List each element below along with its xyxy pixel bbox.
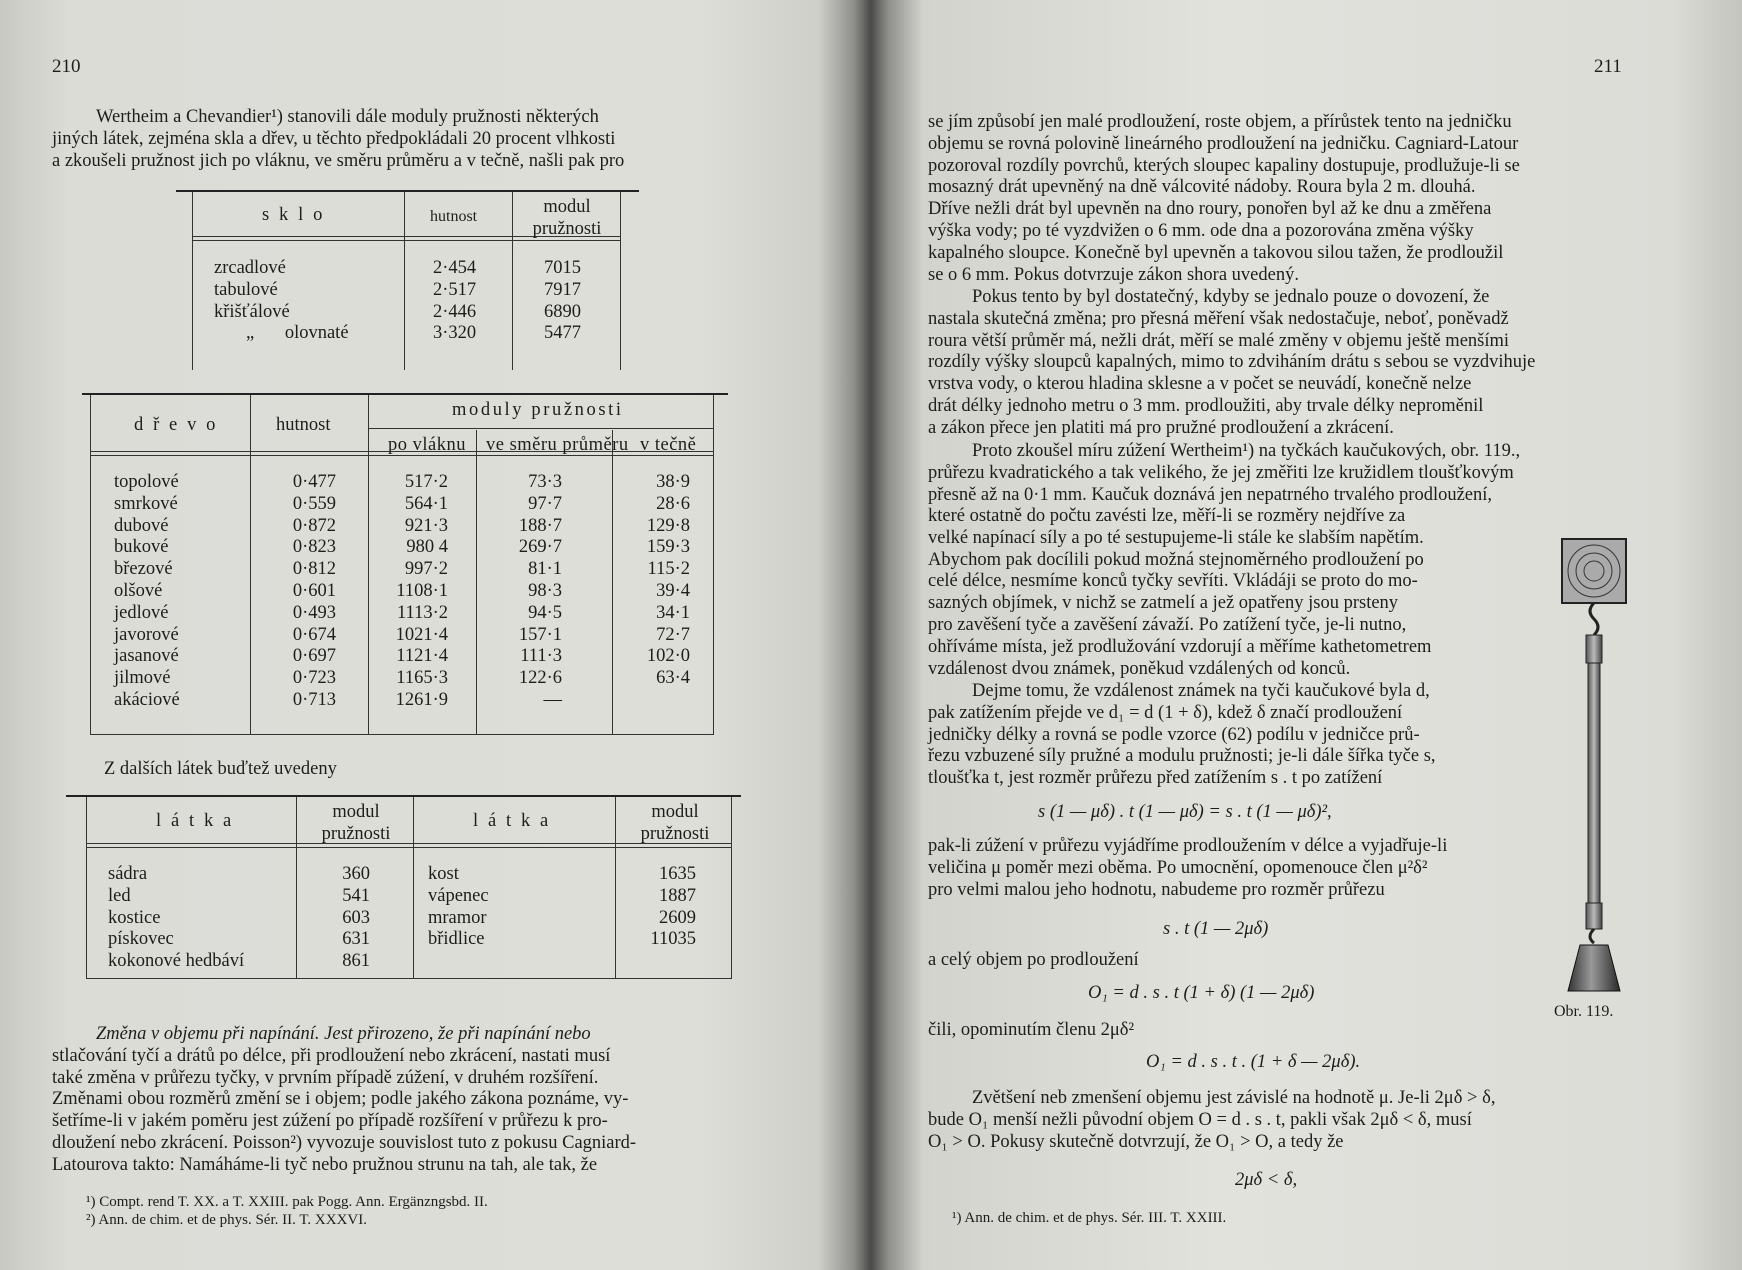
table-cell: 97·7 [528,493,562,514]
equation-1: s (1 — μδ) . t (1 — μδ) = s . t (1 — μδ)², [1038,802,1332,822]
equation-5: 2μδ < δ, [1235,1170,1298,1190]
table-cell: 980 4 [406,537,448,558]
text-line: objemu se rovná polovině lineárného prodloužení na jedničku. Cagniard-Latour [928,133,1519,154]
equation-4: O₁ = d . s . t . (1 + δ — 2μδ). [1146,1052,1361,1072]
table-cell: 115·2 [647,559,690,580]
table-cell: 122·6 [518,668,562,689]
table-cell: topolové [114,472,179,492]
table-cell: 73·3 [528,472,562,492]
text-line: také změna v průřezu tyčky, v prvním případě zúžení, v druhém rozšíření. [52,1067,599,1088]
table-cell: 39·4 [656,581,690,601]
text-line: celé délce, nesmíme konců tyčky sevříti. Vkládáji se proto do mo- [928,571,1418,592]
table-cell: 2609 [659,907,696,928]
text-line: sazných objímek, v nichž se zatmelí a jež opatřeny jsou prsteny [928,593,1399,614]
text-line: které ostatně do počtu zavésti lze, měří-li se rozměry nejdříve za [928,506,1406,526]
table-cell: 1261·9 [395,690,448,710]
text-line: roura větší průměr má, nežli drát, měří se malé změny v objemu ještě menšími [928,330,1510,351]
table-cell: 0·697 [292,646,336,667]
table-cell: 102·0 [646,646,690,667]
table-cell: 997·2 [404,559,448,580]
table-cell: sádra [108,864,148,884]
column-subheader: ve směru průměru [486,435,629,455]
footnote: ¹) Ann. de chim. et de phys. Sér. III. T. XXIII. [952,1210,1227,1226]
paragraph-3a [928,441,1641,506]
table-cell: kostice [108,907,161,928]
page-number-left: 210 [52,56,81,77]
text-line: Změnami obou rozměrů změní se i objem; podle jakého zákona poznáme, vy- [52,1089,629,1110]
table-cell: 159·3 [646,537,690,558]
text-line: tloušťka t, jest rozměr průřezu před zatížením s . t po zatížení [928,768,1383,789]
text-line: mosazný drát upevněný na dně válcovité nádoby. Roura byla 2 m. dlouhá. [928,177,1476,198]
table-cell: mramor [428,907,487,928]
text-line: Zvětšení neb zmenšení objemu jest závislé na hodnotě μ. Je-li 2μδ > δ, [972,1088,1496,1108]
table-cell: 0·559 [292,493,336,514]
table-cell: 0·713 [292,690,336,710]
equation-2: s . t (1 — 2μδ) [1163,919,1269,939]
table-cell: „ olovnaté [246,323,349,343]
paragraph-2 [928,287,1641,440]
table-cell: 98·3 [528,581,562,601]
table-cell: vápenec [428,885,489,906]
table-cell: březové [114,559,173,580]
table-cell: 360 [342,864,370,884]
column-header: modul pružnosti [532,197,602,239]
text-line: nastala skutečná změna; pro přesná měření však nedostačuje, neboť, poněvadž [928,308,1509,329]
text-line: drát délky jednoho metru o 3 mm. prodloužiti, aby trvale délky neproměnil [928,395,1484,416]
table-cell: smrkové [114,493,178,514]
column-header: l á t k a [156,811,234,831]
paragraph-1 [928,112,1641,286]
other-intro: Z dalších látek buďtež uvedeny [104,759,337,779]
table-cell: 6890 [544,302,581,322]
table-cell: jilmové [114,668,171,689]
text-line: vrstva vody, o kterou hladina sklesne a v počet se neuvádí, konečně nelze [928,374,1472,395]
table-cell: bukové [114,537,169,558]
table-cell: 34·1 [656,602,690,623]
footnote: ¹) Compt. rend T. XX. a T. XXIII. pak Pogg. Ann. Ergänzngsbd. II. [86,1194,488,1210]
table-cell: 517·2 [404,472,448,492]
text-line: rozdíly výšky sloupců kapalných, mimo to zdviháním drátu s sebou se vyzdvihuje [928,352,1536,373]
column-header: hutnost [430,208,478,225]
table-cell: 0·674 [292,624,336,645]
page-number-right: 211 [1594,56,1622,77]
table-cell: 921·3 [404,515,448,536]
table-cell: 72·7 [656,624,690,645]
paragraph-6 [928,1088,1641,1153]
text-line: pak-li zúžení v průřezu vyjádříme prodloužením v délce a vyjadřuje-li [928,836,1448,856]
right-page [858,0,1742,1270]
table-cell: 1635 [659,864,696,884]
table-cell: křišťálové [214,302,290,322]
intro-paragraph [52,107,757,172]
left-page [0,0,842,1270]
table-cell: 111·3 [520,646,562,667]
table-cell: 1165·3 [396,668,448,689]
text-line: a zákon přece jen platiti má pro pružné prodloužení a zkrácení. [928,417,1394,438]
column-header: modul pružnosti [321,802,391,844]
table-cell: pískovec [108,929,174,950]
text-line: řezu vzbuzené síly pružné a modulu pružnosti; je-li dále šířka tyče s, [928,746,1436,767]
table-cell: akáciové [114,690,180,710]
text-line: jiných látek, zejména skla a dřev, u těchto předpokládali 20 procent vlhkosti [52,128,616,149]
table-cell: led [108,885,131,906]
table-cell: 3·320 [433,323,477,343]
text-line: bude O₁ menší nežli původní objem O = d . s . t, pakli však 2μδ < δ, musí [928,1109,1472,1130]
table-cell: 564·1 [404,493,448,514]
text-line: průřezu kvadratického a tak velikého, že jej změřiti lze kružidlem tloušťkovým [928,462,1514,483]
table-cell: 38·9 [656,472,690,492]
table-cell: 603 [342,907,370,928]
table-cell: 94·5 [528,602,562,623]
column-header: moduly pružnosti [452,400,624,420]
table-cell: 1021·4 [395,624,448,645]
text-line: kapalného sloupce. Konečně byl upevněn a takovou silou tažen, že prodloužil [928,242,1504,263]
text-line: Změna v objemu při napínání. Jest přirozeno, že při napínání nebo [96,1024,591,1044]
text-line: Pokus tento by byl dostatečný, kdyby se jednalo pouze o dovození, že [972,287,1490,307]
table-cell: 861 [342,951,370,972]
table-cell: 0·723 [292,668,336,689]
column-subheader: v tečně [640,435,697,455]
text-line: Abychom pak docílili pokud možná stejnoměrného prodloužení po [928,549,1424,570]
table-cell: 2·517 [433,280,477,300]
table-cell: 157·1 [518,624,562,645]
table-cell: jedlové [114,602,169,623]
table-cell: 0·872 [292,515,336,536]
table-cell: zrcadlové [214,258,286,278]
table-cell: 541 [342,885,370,906]
text-line: veličina μ poměr mezi oběma. Po umocnění, opomenouce člen μ²δ² [928,857,1428,878]
table-cell: 0·601 [292,581,336,601]
table-cell: 5477 [544,323,581,343]
table-cell: 2·454 [433,258,477,278]
table-cell: 1121·4 [396,646,448,667]
table-cell: 269·7 [518,537,562,558]
text-line: jedničky délky a rovná se podle vzorce (62) podílu v jedničce prů- [928,724,1420,745]
text-line: pozoroval rozdíly povrchů, kterých sloupec kapaliny dostupuje, prodlužuje-li se [928,155,1520,176]
table-cell: 129·8 [646,515,690,536]
section-paragraph [52,1024,757,1177]
table-cell: 0·477 [292,472,336,492]
text-line: šetříme-li v jakém poměru jest zúžení po případě rozšíření v průřezu k pro- [52,1111,608,1132]
rubber-rod-figure [1558,535,1638,995]
table-cell: 1887 [659,885,696,906]
text-line: ohříváme místa, jež prodlužování vzdorují a měříme kathetometrem [928,636,1432,657]
text-line: stlačování tyčí a drátů po délce, při prodloužení nebo zkrácení, nastati musí [52,1045,611,1066]
text-line: vzdálenost dvou známek, poněkud vzdálených od konců. [928,658,1351,679]
paragraph-4 [928,681,1528,790]
paragraph-5 [928,836,1528,901]
table-cell: 2·446 [433,302,477,322]
text-line: přesně až na 0·1 mm. Kaučuk doznává jen nepatrného trvalého prodloužení, [928,484,1493,505]
table-cell: 188·7 [518,515,562,536]
table-cell: kost [428,864,459,884]
text-line: Latourova takto: Namáháme-li tyč nebo pružnou strunu na tah, ale tak, že [52,1154,598,1175]
figure-caption: Obr. 119. [1554,1003,1614,1020]
table-cell: — [543,690,562,710]
table-cell: 81·1 [528,559,562,580]
table-cell: tabulové [214,280,278,300]
equation-3: O₁ = d . s . t (1 + δ) (1 — 2μδ) [1088,983,1315,1003]
text-line: pak zatížením přejde ve d₁ = d (1 + δ), kdež δ značí prodloužení [928,702,1403,723]
text-line: O₁ > O. Pokusy skutečně dotvrzují, že O₁ > O, a tedy že [928,1131,1344,1152]
table-cell: 0·823 [292,537,336,558]
footnote: ²) Ann. de chim. et de phys. Sér. II. T. XXXVI. [86,1212,367,1228]
text-line: Dejme tomu, že vzdálenost známek na tyči kaučukové byla d, [972,681,1430,701]
table-cell: 0·812 [292,559,336,580]
text-line: a zkoušeli pružnost jich po vláknu, ve směru průměru a v tečně, našli pak pro [52,150,625,171]
text-line: pro velmi malou jeho hodnotu, nabudeme pro rozměr průřezu [928,879,1385,900]
column-header: s k l o [262,205,325,225]
text-line: se o 6 mm. Pokus dotvrzuje zákon shora uvedený. [928,264,1299,285]
column-header: modul pružnosti [640,802,710,844]
column-subheader: po vláknu [388,435,466,455]
table-cell: 0·493 [292,602,336,623]
text-line: se jím způsobí jen malé prodloužení, roste objem, a přírůstek tento na jedničku [928,112,1512,132]
table-cell: 7015 [544,258,581,278]
table-cell: javorové [114,624,179,645]
text-line: Proto zkoušel míru zúžení Wertheim¹) na tyčkách kaučukových, obr. 119., [972,441,1521,461]
table-cell: 1108·1 [396,581,448,601]
paragraph-3b [928,506,1528,680]
table-cell: 1113·2 [396,602,448,623]
text-line: a celý objem po prodloužení [928,950,1139,970]
text-line: výška vody; po té vyzdvižen o 6 mm. ode dna a pozorována změna výšky [928,220,1474,241]
table-cell: 63·4 [656,668,690,689]
table-cell: 7917 [544,280,581,300]
table-cell: kokonové hedbáví [108,951,245,972]
text-line: velké napínací síly a po té sestupujeme-li stále ke slabším napětím. [928,527,1424,548]
column-header: l á t k a [473,811,551,831]
column-header: hutnost [276,415,331,435]
table-cell: břidlice [428,929,485,950]
text-line: dloužení nebo zkrácení. Poisson²) vyvozuje souvislost tuto z pokusu Cagniard- [52,1132,637,1153]
table-cell: 11035 [650,929,696,950]
table-cell: olšové [114,581,163,601]
table-cell: dubové [114,515,169,536]
table-cell: jasanové [114,646,179,667]
text-line: čili, opominutím členu 2μδ² [928,1020,1135,1040]
text-line: Wertheim a Chevandier¹) stanovili dále moduly pružnosti některých [96,107,599,127]
column-header: d ř e v o [134,415,219,435]
table-cell: 28·6 [656,493,690,514]
text-line: Dříve nežli drát byl upevněn na dno roury, ponořen byl až ke dnu a změřena [928,199,1492,220]
text-line: pro zavěšení tyče a zavěšení závaží. Po zatížení tyče, je-li nutno, [928,614,1407,635]
table-cell: 631 [342,929,370,950]
